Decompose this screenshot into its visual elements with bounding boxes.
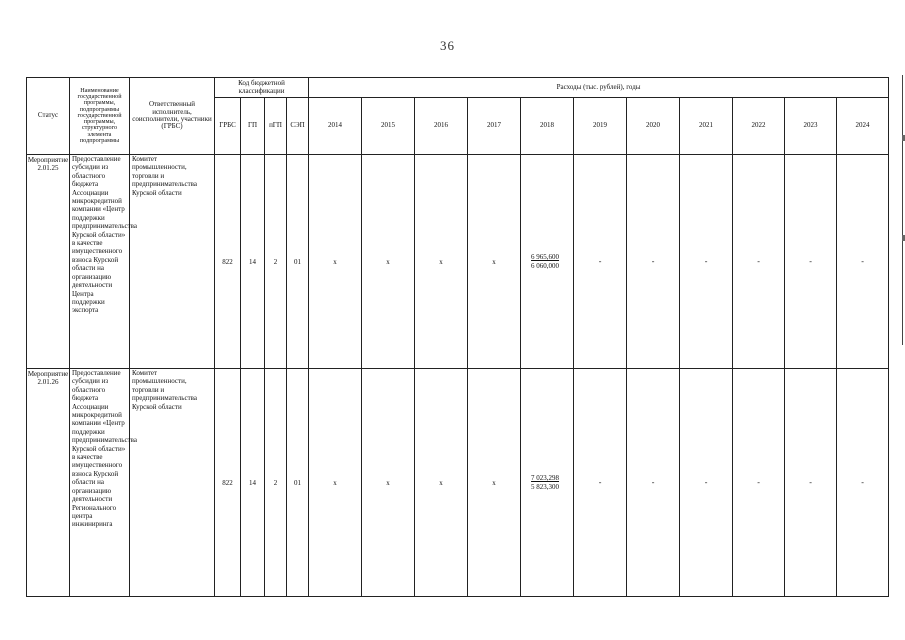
header-year: 2024 bbox=[837, 98, 889, 155]
row-year-value: x bbox=[415, 155, 468, 369]
row-code-gp: 14 bbox=[241, 155, 265, 369]
header-year: 2017 bbox=[468, 98, 521, 155]
row-name: Предоставление субсидии из областного бюджета Ассоциации микрокредитной компании «Центр поддержки предпринимательства Курской области» в качестве имущественного взноса Курской области на организацию деятельности Регионального центра инжиниринга bbox=[70, 369, 130, 597]
amount-actual: 5 823,300 bbox=[531, 482, 560, 491]
row-year-value: - bbox=[837, 155, 889, 369]
header-year: 2016 bbox=[415, 98, 468, 155]
header-budget-code: Код бюджетной классификации bbox=[215, 78, 309, 98]
row-code-grbs: 822 bbox=[215, 369, 241, 597]
header-code-grbs: ГРБС bbox=[215, 98, 241, 155]
budget-table bbox=[26, 77, 889, 597]
header-code-sep: СЭП bbox=[287, 98, 309, 155]
row-year-value: - bbox=[680, 155, 733, 369]
row-year-value: x bbox=[415, 369, 468, 597]
row-year-value: x bbox=[468, 155, 521, 369]
header-year: 2022 bbox=[733, 98, 785, 155]
amount-planned: 6 965,600 bbox=[531, 253, 560, 261]
row-name: Предоставление субсидии из областного бюджета Ассоциации микрокредитной компании «Центр поддержки предпринимательства Курской области» в качестве имущественного взноса Курской области на организацию деятельности Центра поддержки экспорта bbox=[70, 155, 130, 369]
amount-planned: 7 023,298 bbox=[531, 474, 560, 482]
row-responsible: Комитет промышленности, торговли и предпринимательства Курской области bbox=[130, 369, 215, 597]
row-year-value: - bbox=[733, 369, 785, 597]
header-year: 2014 bbox=[309, 98, 362, 155]
row-year-value: - bbox=[785, 155, 837, 369]
row-year-value: - bbox=[785, 369, 837, 597]
row-code-sep: 01 bbox=[287, 369, 309, 597]
row-amount-2018 bbox=[521, 369, 574, 597]
header-year: 2015 bbox=[362, 98, 415, 155]
row-code-sep: 01 bbox=[287, 155, 309, 369]
page-number: 36 bbox=[440, 38, 455, 53]
table-row bbox=[27, 369, 889, 597]
row-year-value: - bbox=[627, 369, 680, 597]
row-year-value: x bbox=[309, 369, 362, 597]
row-code-pgp: 2 bbox=[265, 369, 287, 597]
row-amount-2018 bbox=[521, 155, 574, 369]
row-year-value: - bbox=[733, 155, 785, 369]
row-year-value: - bbox=[680, 369, 733, 597]
amount-actual: 6 060,000 bbox=[531, 261, 560, 270]
row-status: Мероприятие 2.01.26 bbox=[27, 369, 70, 597]
header-program-name: Наименование государственной программы, подпрограммы государственной программы, структурного элемента подпрограммы bbox=[70, 78, 130, 155]
header-expenses: Расходы (тыс. рублей), годы bbox=[309, 78, 889, 98]
row-year-value: - bbox=[627, 155, 680, 369]
header-year: 2021 bbox=[680, 98, 733, 155]
row-status: Мероприятие 2.01.25 bbox=[27, 155, 70, 369]
header-code-gp: ГП bbox=[241, 98, 265, 155]
row-year-value: - bbox=[574, 155, 627, 369]
row-code-grbs: 822 bbox=[215, 155, 241, 369]
row-year-value: x bbox=[362, 369, 415, 597]
row-year-value: x bbox=[362, 155, 415, 369]
row-year-value: - bbox=[837, 369, 889, 597]
header-year: 2019 bbox=[574, 98, 627, 155]
header-year: 2018 bbox=[521, 98, 574, 155]
row-year-value: x bbox=[309, 155, 362, 369]
header-code-pgp: пГП bbox=[265, 98, 287, 155]
row-year-value: x bbox=[468, 369, 521, 597]
scan-edge-mark bbox=[902, 75, 903, 345]
header-status: Статус bbox=[27, 78, 70, 155]
row-responsible: Комитет промышленности, торговли и предпринимательства Курской области bbox=[130, 155, 215, 369]
header-year: 2020 bbox=[627, 98, 680, 155]
header-responsible: Ответственный исполнитель, соисполнители, участники (ГРБС) bbox=[130, 78, 215, 155]
table-row bbox=[27, 155, 889, 369]
row-code-pgp: 2 bbox=[265, 155, 287, 369]
header-year: 2023 bbox=[785, 98, 837, 155]
row-year-value: - bbox=[574, 369, 627, 597]
row-code-gp: 14 bbox=[241, 369, 265, 597]
